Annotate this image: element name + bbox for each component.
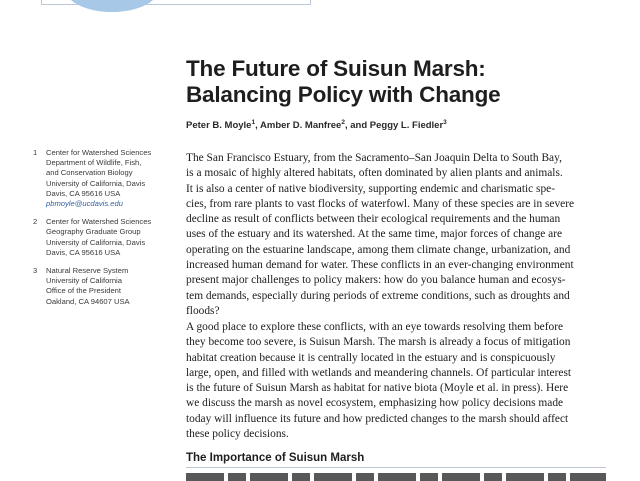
journal-logo-shape	[66, 0, 158, 12]
author-affil-ref: 1	[251, 119, 256, 126]
author-separator: , and	[344, 120, 370, 132]
text-line: tem demands, especially during periods of extreme conditions, such as droughts and	[186, 289, 570, 302]
text-line: is the future of Suisun Marsh as habitat for native biota (Moyle et al. in press). Here	[186, 382, 569, 395]
affiliation-line: Center for Watershed Sciences	[46, 148, 152, 157]
affiliation-line: and Conservation Biology	[46, 168, 133, 178]
affiliation-number: 3	[33, 266, 38, 276]
text-line: decline as result of conflicts between their ecological requirements and the human	[186, 213, 561, 226]
text-line: large, open, and filled with wetlands and meandering channels. Of particular interest	[186, 366, 572, 379]
affiliation-line: Davis, CA 95616 USA	[46, 188, 121, 198]
text-line: A good place to explore these conflicts, with an eye towards resolving them before	[186, 321, 564, 333]
affiliation-line: Department of Wildlife, Fish,	[46, 158, 142, 168]
text-line: floods?	[186, 304, 220, 317]
author-email-link[interactable]: pbmoyle@ucdavis.edu	[46, 199, 123, 209]
text-line: operating on the estuarine landscape, among them climate change, urbanization, and	[186, 243, 571, 256]
text-line: cies, from rare plants to vast flocks of waterfowl. Many of these species are in severe	[186, 197, 575, 210]
article-title	[186, 56, 500, 108]
text-line: these policy decisions.	[186, 428, 289, 441]
author-separator: ,	[255, 120, 261, 132]
text-line: is a mosaic of highly altered habitats, often dominated by alien plants and animals.	[186, 167, 563, 180]
affiliations-column	[33, 148, 175, 315]
journal-header-art	[0, 0, 640, 14]
author-name: Peter B. Moyle	[186, 120, 252, 132]
affiliation-line: Geography Graduate Group	[46, 227, 141, 237]
section-divider	[186, 467, 606, 468]
affiliation-line: Davis, CA 95616 USA	[46, 247, 121, 257]
body-paragraph-2	[186, 320, 606, 442]
affiliation-line: Center for Watershed Sciences	[46, 217, 152, 227]
title-line-1: The Future of Suisun Marsh:	[186, 56, 486, 81]
affiliation-line: University of California, Davis	[46, 178, 146, 188]
text-line: we discuss the marsh as novel ecosystem, emphasizing how policy decisions made	[186, 397, 564, 410]
affiliation-line: Oakland, CA 94607 USA	[46, 296, 130, 306]
text-line: The San Francisco Estuary, from the Sacramento–San Joaquin Delta to South Bay,	[186, 152, 562, 164]
affiliation-line: University of California, Davis	[46, 237, 146, 247]
text-line: uses of the estuary and its watershed. At the same time, major forces of change are	[186, 228, 563, 241]
author-affil-ref: 3	[443, 119, 447, 126]
author-list	[186, 119, 447, 131]
text-line: they become too severe, is Suisun Marsh. The marsh is already a focus of mitigation	[186, 336, 571, 349]
section-heading: The Importance of Suisun Marsh	[186, 452, 365, 464]
affiliation-line: Office of the President	[46, 286, 121, 296]
author-name: Amber D. Manfree	[260, 120, 342, 132]
affiliation-line: University of California	[46, 276, 122, 286]
text-line: today will influence its future and how predicted changes to the marsh should affect	[186, 412, 569, 425]
text-line: increased human demand for water. These conflicts in an ever-changing environment	[186, 259, 574, 272]
affiliation-1	[33, 148, 175, 209]
affiliation-line: Natural Reserve System	[46, 266, 129, 276]
body-paragraph-1	[186, 151, 606, 319]
author-affil-ref: 2	[341, 119, 345, 126]
text-line: It is also a center of native biodiversity, supporting endemic and charismatic spe-	[186, 182, 556, 195]
affiliation-number: 2	[33, 217, 38, 227]
affiliation-2	[33, 217, 175, 258]
text-line: habitat creation because it is centrally located in the estuary and is conspicuously	[186, 351, 556, 364]
text-line: present major challenges to policy makers: how do you balance human and ecosys-	[186, 274, 566, 287]
author-name: Peggy L. Fiedler	[369, 120, 444, 132]
affiliation-number: 1	[33, 148, 38, 157]
title-line-2: Balancing Policy with Change	[186, 82, 501, 107]
affiliation-3	[33, 266, 175, 307]
